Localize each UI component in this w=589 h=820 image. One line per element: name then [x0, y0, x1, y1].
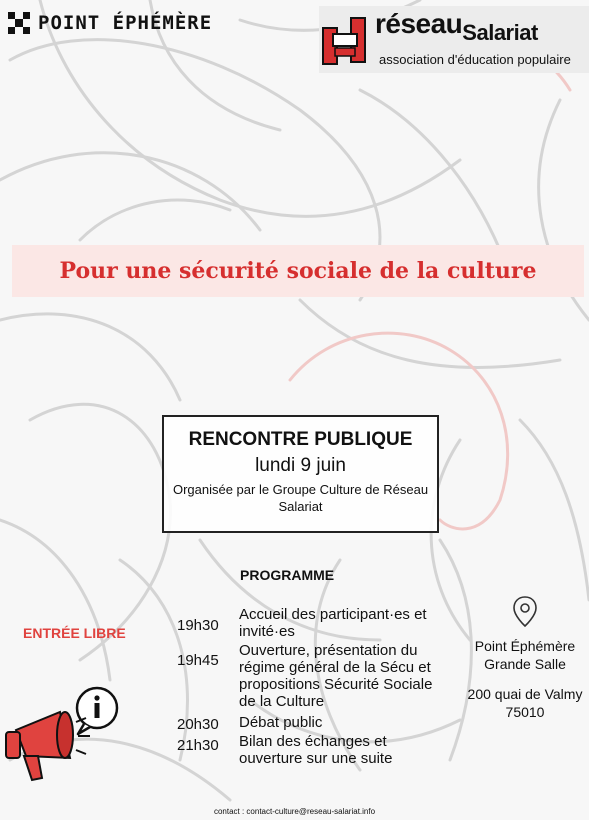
programme-item-time: 21h30	[177, 737, 219, 754]
venue-street: 200 quai de Valmy	[467, 686, 583, 702]
event-info-box	[162, 415, 439, 533]
reseau-salariat-tagline: association d'éducation populaire	[379, 52, 571, 67]
point-ephemere-mark-icon	[8, 12, 30, 34]
megaphone-icon	[2, 682, 127, 794]
event-date: lundi 9 juin	[255, 455, 346, 476]
venue-postcode: 75010	[505, 704, 545, 720]
venue-name: Point Éphémère	[474, 638, 576, 654]
reseau-salariat-name-sub: Salariat	[462, 20, 538, 45]
programme-heading: PROGRAMME	[240, 567, 335, 583]
reseau-salariat-name	[375, 8, 538, 45]
programme-item-time: 19h45	[177, 652, 219, 669]
programme-item-time: 20h30	[177, 716, 219, 733]
reseau-salariat-mark-icon	[321, 14, 369, 68]
page-title: Pour une sécurité sociale de la culture	[59, 258, 537, 284]
location-pin-icon	[512, 595, 538, 629]
programme-item-text: Bilan des échanges et ouverture sur une suite	[239, 733, 393, 767]
event-organizer: Organisée par le Groupe Culture de Réseau Salariat	[172, 482, 429, 514]
programme-item	[177, 733, 447, 767]
programme-item	[177, 642, 447, 710]
event-kicker: RENCONTRE PUBLIQUE	[188, 429, 413, 450]
venue-room: Grande Salle	[484, 656, 566, 672]
point-ephemere-logo	[8, 12, 212, 34]
programme-item-text: Accueil des participant·es et invité·es	[239, 606, 427, 640]
programme-item	[177, 606, 447, 640]
programme-item-text: Débat public	[239, 714, 323, 731]
programme-item-time: 19h30	[177, 617, 219, 634]
info-icon	[77, 688, 117, 734]
free-entry-label: ENTRÉE LIBRE	[23, 625, 126, 641]
contact-footer: contact : contact-culture@reseau-salariat.info	[213, 807, 376, 816]
venue-info	[462, 595, 588, 721]
reseau-salariat-name-main: réseau	[375, 8, 463, 39]
reseau-salariat-logo	[319, 6, 589, 73]
programme-item-text: Ouverture, présentation du régime général de la Sécu et propositions Sécurité Sociale de la Culture	[239, 642, 433, 710]
programme-item	[177, 714, 447, 733]
title-banner	[12, 245, 584, 297]
point-ephemere-logo-text: POINT ÉPHÉMÈRE	[38, 12, 213, 34]
